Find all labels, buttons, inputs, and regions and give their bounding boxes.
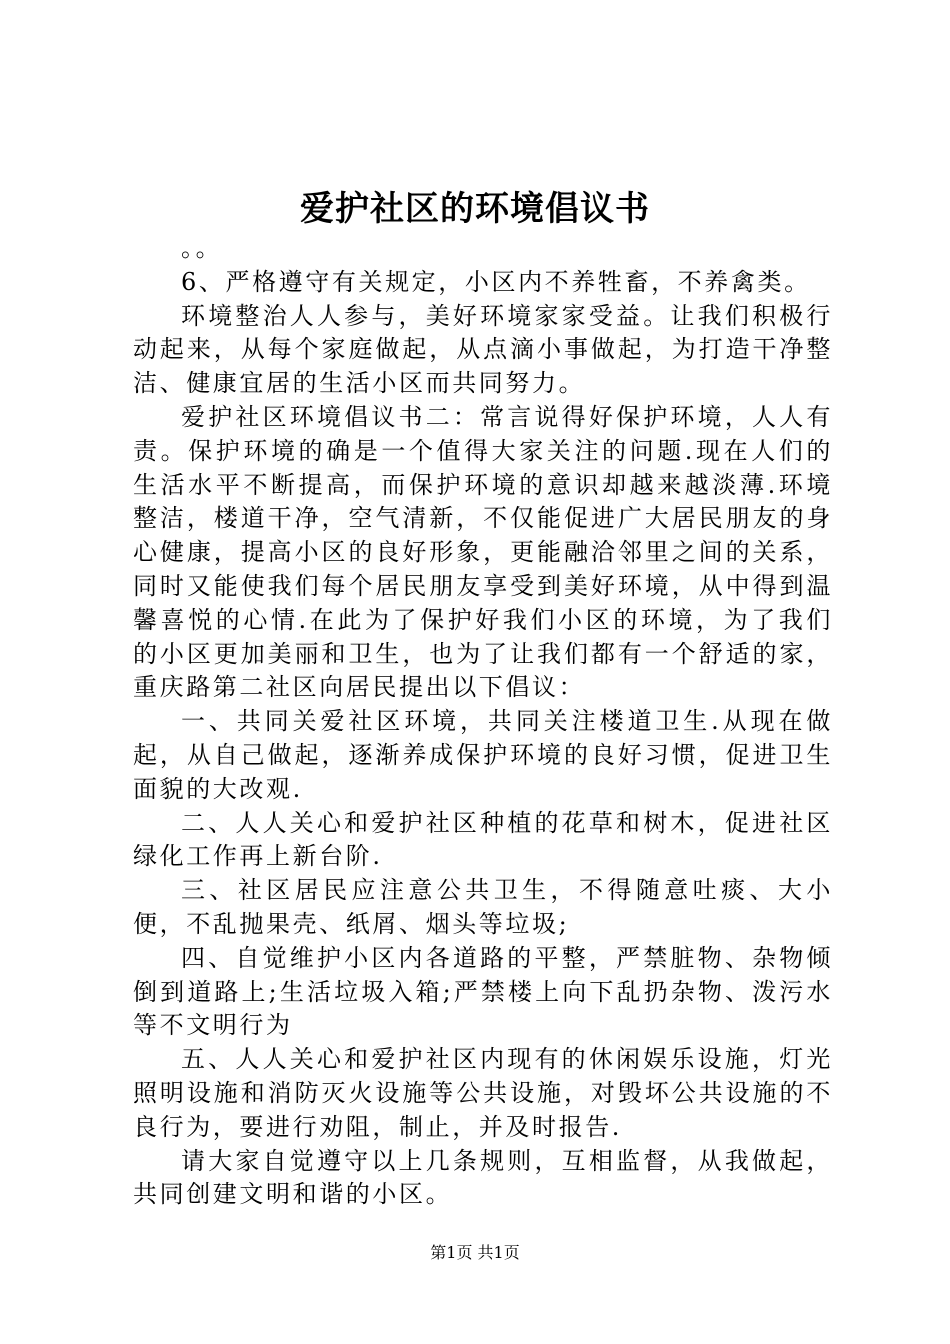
- paragraph: 环境整治人人参与，美好环境家家受益。让我们积极行动起来，从每个家庭做起，从点滴小事做起，为打造干净整洁、健康宜居的生活小区而共同努力。: [133, 301, 833, 398]
- paragraph: 一、共同关爱社区环境，共同关注楼道卫生.从现在做起，从自己做起，逐渐养成保护环境的良好习惯，促进卫生面貌的大改观.: [133, 707, 833, 803]
- paragraph: 请大家自觉遵守以上几条规则，互相监督，从我做起，共同创建文明和谐的小区。: [133, 1146, 833, 1209]
- paragraph: 二、人人关心和爱护社区种植的花草和树木，促进社区绿化工作再上新台阶.: [133, 808, 833, 871]
- paragraph: 五、人人关心和爱护社区内现有的休闲娱乐设施，灯光照明设施和消防灭火设施等公共设施，对毁坏公共设施的不良行为，要进行劝阻，制止，并及时报告.: [133, 1045, 833, 1141]
- document-body: [133, 232, 833, 1212]
- page-footer: 第1页 共1页: [430, 1243, 520, 1262]
- paragraph: 6、严格遵守有关规定，小区内不养牲畜，不养禽类。: [181, 267, 811, 296]
- paragraph: 爱护社区环境倡议书二：常言说得好保护环境，人人有责。保护环境的确是一个值得大家关注的问题.现在人们的生活水平不断提高，而保护环境的意识却越来越淡薄.环境整洁，楼道干净，空气清新，不仅能促进广大居民朋友的身心健康，提高小区的良好形象，更能融洽邻里之间的关系，同时又能使我们每个居民朋友享受到美好环境，从中得到温馨喜悦的心情.在此为了保护好我们小区的环境，为了我们的小区更加美丽和卫生，也为了让我们都有一个舒适的家，重庆路第二社区向居民提出以下倡议：: [133, 402, 833, 702]
- paragraph: 三、社区居民应注意公共卫生，不得随意吐痰、大小便，不乱抛果壳、纸屑、烟头等垃圾;: [133, 876, 833, 938]
- paragraph: 。。: [181, 234, 223, 262]
- paragraph: 四、自觉维护小区内各道路的平整，严禁脏物、杂物倾倒到道路上;生活垃圾入箱;严禁楼上向下乱扔杂物、泼污水等不文明行为: [133, 943, 833, 1040]
- document-title: 爱护社区的环境倡议书: [300, 189, 650, 229]
